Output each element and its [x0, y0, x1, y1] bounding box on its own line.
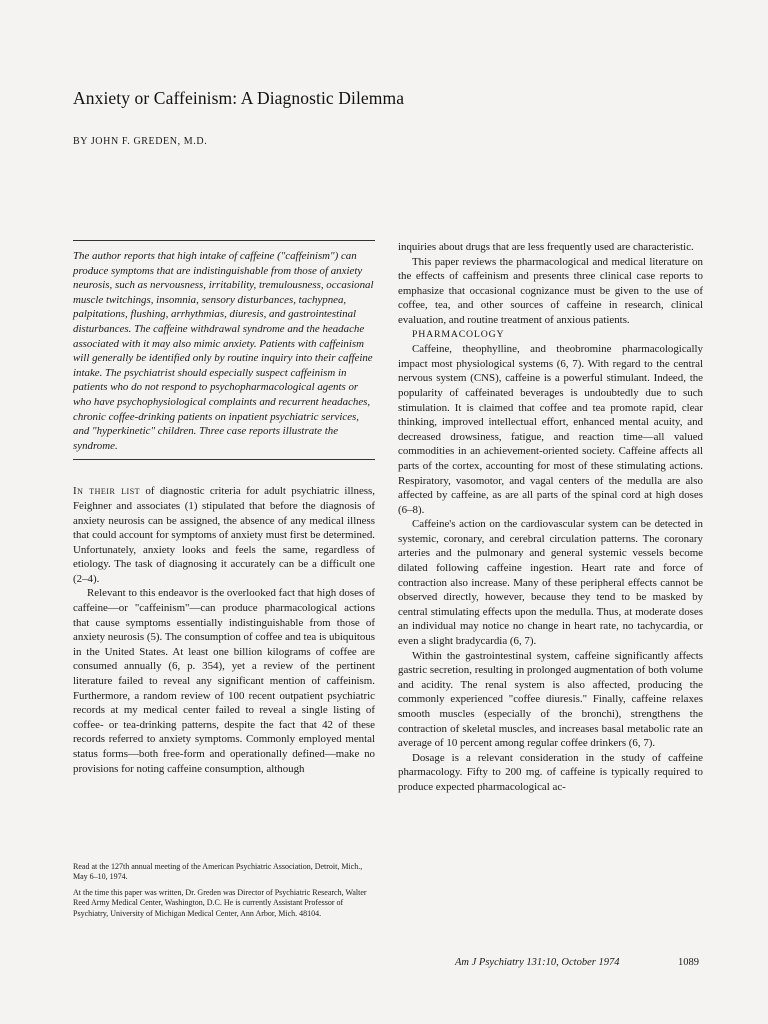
paragraph-relevance: Relevant to this endeavor is the overlooked fact that high doses of caffeine—or "caffeinism"—can produce pharmacological actions that cause symptoms essentially indistinguishable from those of anxiety neurosis (5). The consumption of coffee and tea is ubiquitous in the United States. At least one billion kilograms of coffee are consumed annually (6, p. 354), yet a review of the pertinent literature failed to reveal any significant mention of caffeinism. Furthermore, a random review of 100 recent outpatient psychiatric records at my medical center failed to reveal a single listing of coffee- or tea-drinking patterns, despite the fact that 42 of these records referred to anxiety symptoms. Commonly employed mental status forms—both free-form and operationally defined—make no provisions for noting caffeine consumption, although: [73, 587, 375, 775]
footnote-affiliation: At the time this paper was written, Dr. Greden was Director of Psychiatric Research, Walter Reed Army Medical Center, Washington, D.C. He is currently Assistant Professor of Psychiatry, University of Michigan Medical Center, Ann Arbor, Mich. 48104.: [73, 887, 367, 918]
footnotes: [73, 862, 375, 924]
article-title: Anxiety or Caffeinism: A Diagnostic Dilemma: [73, 88, 405, 108]
footnote-meeting: Read at the 127th annual meeting of the American Psychiatric Association, Detroit, Mich., May 6–10, 1974.: [73, 862, 363, 882]
left-column: [73, 240, 375, 776]
lead-in: In their list: [73, 485, 141, 498]
paragraph-cns: Caffeine, theophylline, and theobromine pharmacologically impact most physiological systems (6, 7). With regard to the central nervous system (CNS), caffeine is a powerful stimulant. Indeed, the popularity of caffeinated beverages is undoubtedly due to such stimulation. It is claimed that coffee and tea promote rapid, clear thinking, improved intellectual effort, enhanced mental acuity, and decreased drowsiness, fatigue, and reaction time—all valued commodities in an achievement-oriented society. Caffeine affects all parts of the cortex, accounting for most of these stimulating actions. Respiratory, vasomotor, and vagal centers of the medulla are also affected by caffeine, as are all parts of the spinal cord at high doses (6–8).: [398, 343, 703, 516]
paragraph-intro-text: of diagnostic criteria for adult psychiatric illness, Feighner and associates (1) stipulated that before the diagnosis of anxiety neurosis can be assigned, the absence of any medical illness that could account for symptoms of anxiety must first be determined. Unfortunately, anxiety looks and feels the same, regardless of etiology. The task of diagnosing it accurately can be a difficult one (2–4).: [73, 485, 375, 585]
paragraph-review: This paper reviews the pharmacological and medical literature on the effects of caffeinism and presents three clinical case reports to emphasize that occasional cognizance must be given to the use of coffee, tea, and other sources of caffeine in research, clinical evaluation, and routine treatment of anxious patients.: [398, 255, 703, 326]
paragraph-continued: inquiries about drugs that are less frequently used are characteristic.: [398, 241, 694, 253]
paragraph-gastrointestinal: Within the gastrointestinal system, caffeine significantly affects gastric secretion, resulting in prolonged augmentation of both volume and acidity. The renal system is also affected, producing the commonly experienced "coffee diuresis." Finally, caffeine relaxes smooth muscles (especially of the bronchi), strengthens the contraction of skeletal muscles, and increases basal metabolic rate an average of 10 percent among regular coffee drinkers (6, 7).: [398, 649, 703, 750]
journal-citation: Am J Psychiatry 131:10, October 1974: [455, 957, 620, 968]
paragraph-intro: [73, 484, 375, 586]
body-text-left: [73, 484, 375, 776]
page-number: 1089: [678, 957, 699, 968]
paragraph-dosage: Dosage is a relevant consideration in the study of caffeine pharmacology. Fifty to 200 mg. of caffeine is typically required to produce expected pharmacological ac-: [398, 751, 703, 793]
right-column: [398, 240, 703, 795]
section-heading-pharmacology: PHARMACOLOGY: [412, 328, 505, 340]
abstract: The author reports that high intake of caffeine ("caffeinism") can produce symptoms that are indistinguishable from those of anxiety neurosis, such as nervousness, irritability, tremulousness, occasional muscle twitchings, insomnia, sensory disturbances, tachypnea, palpitations, flushing, arrhythmias, diuresis, and gastrointestinal disturbances. The caffeine withdrawal syndrome and the headache associated with it may also mimic anxiety. Patients with caffeinism will generally be identified only by routine inquiry into their caffeine intake. The psychiatrist should especially suspect caffeinism in patients who do not respond to psychopharmacological agents or who have psychophysiological complaints and recurrent headaches, chronic coffee-drinking patients on inpatient psychiatric services, and "hyperkinetic" children. Three case reports illustrate the syndrome.: [73, 240, 375, 460]
author-byline: BY JOHN F. GREDEN, M.D.: [73, 136, 208, 147]
paragraph-cardiovascular: Caffeine's action on the cardiovascular system can be detected in systemic, coronary, and cerebral circulation patterns. The coronary arteries and the pulmonary and general systemic vessels become dilated following caffeine ingestion. Heart rate and force of contraction also increase. Many of these peripheral effects cannot be observed directly, however, because they tend to be masked by central stimulating effects upon the medulla. Thus, at moderate doses an individual may notice no change in heart rate, no tachycardia, or even a slight bradycardia (6, 7).: [398, 518, 703, 648]
